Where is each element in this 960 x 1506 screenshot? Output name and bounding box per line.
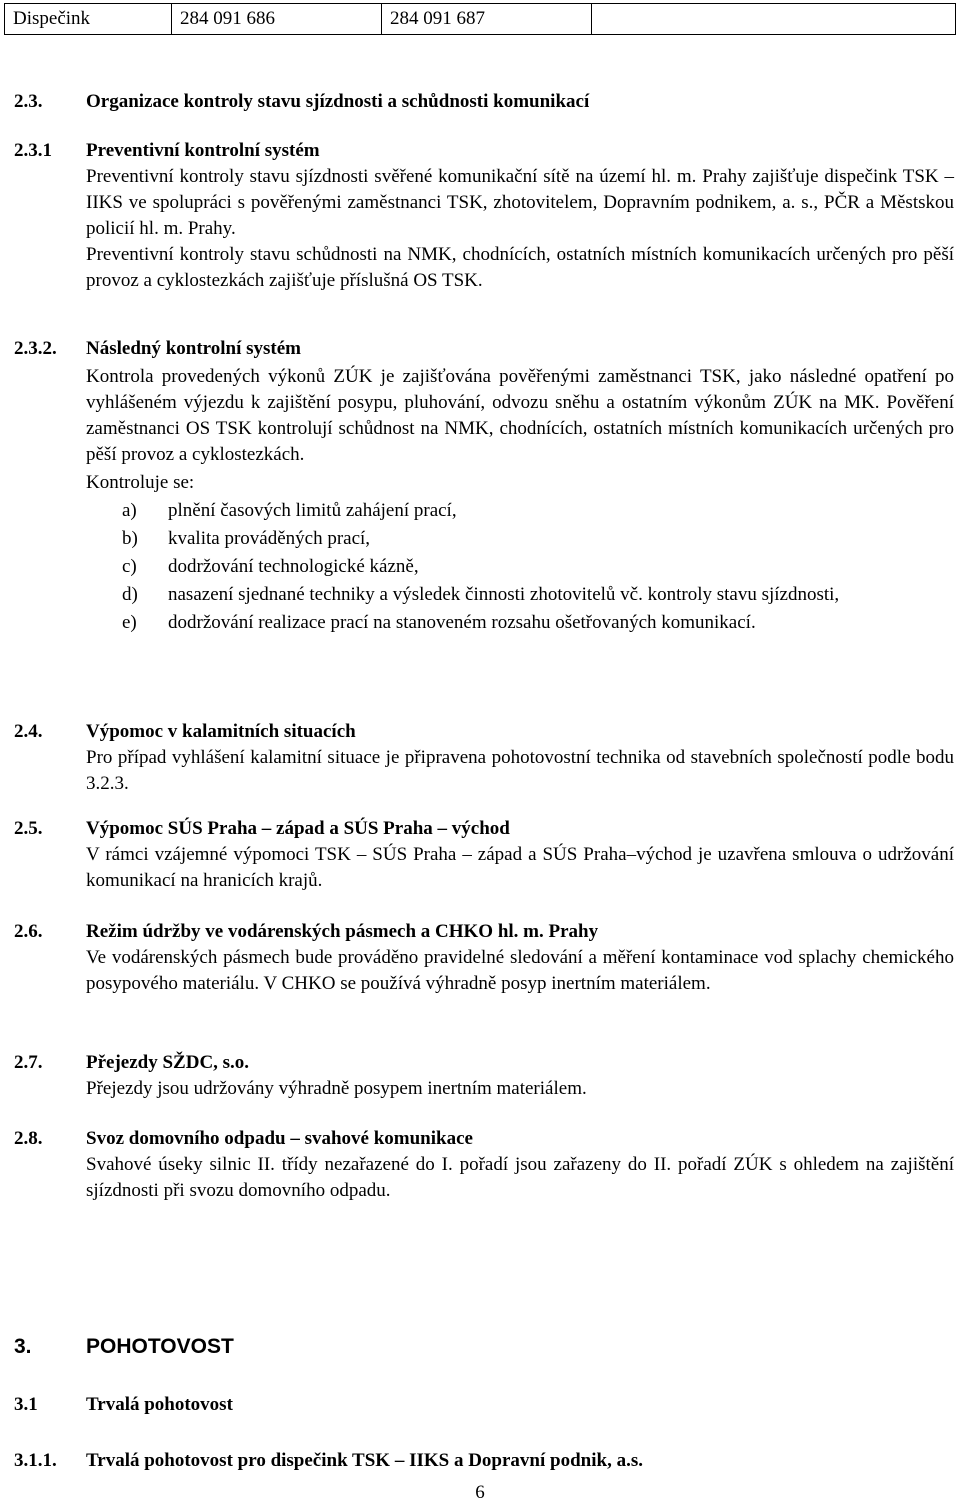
section-title: Svoz domovního odpadu – svahové komunikace [86, 1128, 473, 1149]
section-title: Přejezdy SŽDC, s.o. [86, 1052, 250, 1073]
section-number: 3.1.1. [14, 1450, 57, 1471]
section-3-1-1 [14, 1448, 954, 1474]
paragraph: Preventivní kontroly stavu sjízdnosti svěřené komunikační sítě na území hl. m. Prahy zajišťuje dispečink TSK – IIKS ve spolupráci s pověřenými zaměstnanci TSK, zhotovitelem, Dopravním podnikem, a. s., PČR a Městskou policií hl. m. Prahy. [86, 166, 954, 239]
list-intro: Kontroluje se: [86, 472, 195, 493]
section-2-3-2 [14, 336, 954, 636]
paragraph: Pro případ vyhlášení kalamitní situace je připravena pohotovostní technika od stavebních společností podle bodu 3.2.3. [86, 747, 954, 794]
section-2-4 [14, 719, 954, 797]
section-title: Preventivní kontrolní systém [86, 140, 320, 161]
section-number: 2.7. [14, 1052, 43, 1073]
list-item [122, 498, 954, 524]
section-title: Režim údržby ve vodárenských pásmech a CHKO hl. m. Prahy [86, 921, 599, 942]
paragraph: Přejezdy jsou udržovány výhradně posypem inertním materiálem. [86, 1078, 587, 1099]
list-item-letter: b) [122, 528, 138, 549]
section-number: 2.3. [14, 91, 43, 112]
section-2-3-1 [14, 138, 954, 294]
section-number: 3.1 [14, 1394, 38, 1415]
list-item-text: dodržování realizace prací na stanoveném rozsahu ošetřovaných komunikací. [168, 612, 756, 633]
section-number: 2.3.2. [14, 338, 57, 359]
section-title: Trvalá pohotovost [86, 1394, 233, 1415]
section-number: 2.8. [14, 1128, 43, 1149]
section-2-7 [14, 1050, 954, 1102]
chapter-3 [14, 1334, 954, 1360]
page-number: 6 [475, 1482, 485, 1503]
paragraph: Ve vodárenských pásmech bude prováděno pravidelné sledování a měření kontaminace vod splachy chemického posypového materiálu. V CHKO se používá výhradně posyp inertním materiálem. [86, 947, 954, 994]
list-item-text: kvalita prováděných prací, [168, 528, 371, 549]
list-item-text: dodržování technologické kázně, [168, 556, 419, 577]
list-item-letter: a) [122, 500, 137, 521]
header-cell-phone-2: 284 091 687 [382, 4, 592, 35]
chapter-title: POHOTOVOST [86, 1335, 234, 1358]
paragraph: Svahové úseky silnic II. třídy nezařazené do I. pořadí jsou zařazeny do II. pořadí ZÚK s ohledem na zajištění sjízdnosti při svozu domovního odpadu. [86, 1154, 954, 1201]
section-2-3 [14, 89, 954, 115]
section-title: Trvalá pohotovost pro dispečink TSK – IIKS a Dopravní podnik, a.s. [86, 1450, 643, 1471]
header-table [4, 3, 956, 35]
section-number: 2.5. [14, 818, 43, 839]
list-item [122, 610, 954, 636]
list-item-letter: d) [122, 584, 138, 605]
header-cell-dispatch: Dispečink [5, 4, 172, 35]
paragraph: V rámci vzájemné výpomoci TSK – SÚS Praha – západ a SÚS Praha–východ je uzavřena smlouva o udržování komunikací na hranicích krajů. [86, 844, 954, 891]
list-item-letter: c) [122, 556, 137, 577]
section-number: 2.4. [14, 721, 43, 742]
section-3-1 [14, 1392, 954, 1418]
chapter-number: 3. [14, 1335, 32, 1358]
header-cell-empty [592, 4, 956, 35]
section-2-6 [14, 919, 954, 997]
section-title: Výpomoc v kalamitních situacích [86, 721, 356, 742]
section-number: 2.6. [14, 921, 43, 942]
section-2-5 [14, 816, 954, 894]
list-item-text: nasazení sjednané techniky a výsledek činnosti zhotovitelů vč. kontroly stavu sjízdnosti, [168, 584, 840, 605]
list-item-letter: e) [122, 612, 137, 633]
list-item [122, 582, 954, 608]
section-number: 2.3.1 [14, 140, 52, 161]
section-title: Organizace kontroly stavu sjízdnosti a schůdnosti komunikací [86, 91, 590, 112]
section-title: Následný kontrolní systém [86, 338, 302, 359]
paragraph: Kontrola provedených výkonů ZÚK je zajišťována pověřenými zaměstnanci TSK, jako následné opatření po vyhlášeném výjezdu k zajištění posypu, pluhování, odvozu sněhu a ostatním výkonům ZÚK na MK. Pověření zaměstnanci OS TSK kontrolují schůdnost na NMK, chodnících, ostatních místních komunikacích určených pro pěší provoz a cyklostezkách. [86, 366, 954, 465]
paragraph: Preventivní kontroly stavu schůdnosti na NMK, chodnících, ostatních místních komunikacích určených pro pěší provoz a cyklostezkách zajišťuje příslušná OS TSK. [86, 244, 954, 291]
list-item [122, 554, 954, 580]
section-title: Výpomoc SÚS Praha – západ a SÚS Praha – východ [86, 818, 510, 839]
list-item [122, 526, 954, 552]
list-item-text: plnění časových limitů zahájení prací, [168, 500, 457, 521]
section-2-8 [14, 1126, 954, 1204]
header-cell-phone-1: 284 091 686 [172, 4, 382, 35]
criteria-list [122, 498, 954, 636]
